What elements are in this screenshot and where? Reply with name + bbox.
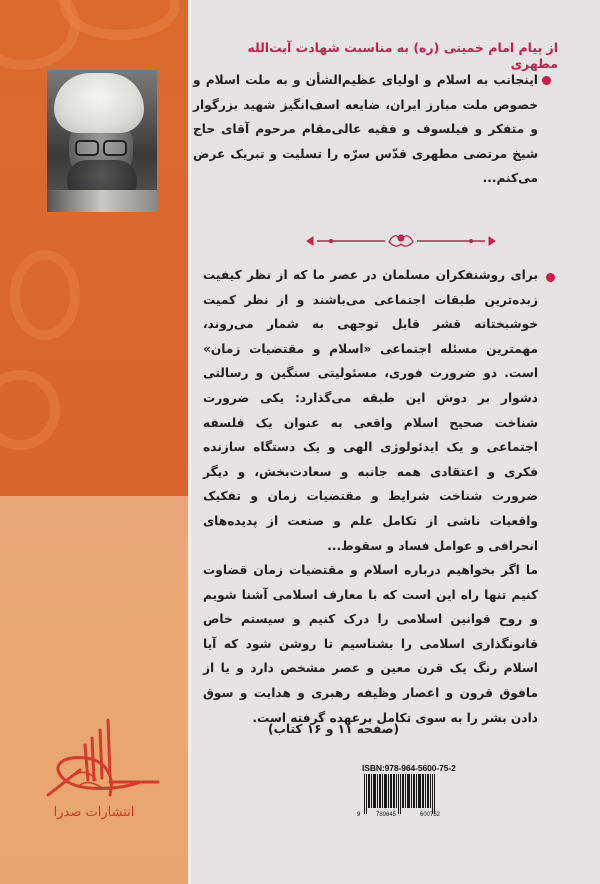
column-edge <box>188 0 191 884</box>
publisher-logo-icon <box>30 700 170 810</box>
decorative-motif <box>10 250 80 340</box>
ornament-divider-icon <box>305 232 497 250</box>
portrait-robe <box>47 190 157 212</box>
author-portrait <box>47 70 157 212</box>
bullet-icon <box>546 273 555 282</box>
excerpt-continuation-paragraph: ما اگر بخواهیم درباره اسلام و مقتضیات زمان قضاوت کنیم تنها راه این است که با معارف اسلامی آشنا شویم و روح قوانین اسلامی را درک کنیم و سیستم خاص قانونگذاری اسلامی را بشناسیم تا روشن شود که آیا اسلام رنگ یک قرن معین و عصر مشخص دارد و یا از مافوق قرون و اعصار وظیفه رهبری و هدایت و سوق دادن بشر را به سوی تکامل برعهده گرفته است. <box>203 563 538 725</box>
page-header: از پیام امام خمینی (ره) به مناسبت شهادت آیت‌الله مطهری <box>247 40 558 71</box>
barcode-icon <box>364 774 454 814</box>
barcode-digits-right: 600752 <box>420 812 441 818</box>
barcode-digit-prefix: 9 <box>357 812 361 818</box>
decorative-motif <box>0 370 60 450</box>
publisher-name: انتشارات صدرا <box>53 805 135 820</box>
page-citation: (صفحه ۱۱ و ۱۶ کتاب) <box>268 722 400 736</box>
bullet-icon <box>542 76 551 85</box>
portrait-glasses <box>103 140 127 156</box>
excerpt-paragraph: برای روشنفکران مسلمان در عصر ما که از نظر کیفیت زبده‌ترین طبقات اجتماعی می‌باشند و از نظر کمیت خوشبختانه قشر قابل توجهی به شمار می‌روند، مهمترین مسئله اجتماعی «اسلام و مقتضیات زمان» است. دو ضرورت فوری، مسئولیتی سنگین و رسالتی دشوار بر دوش این طبقه می‌گذارد: یکی ضرورت شناخت صحیح اسلام واقعی به عنوان یک فلسفه اجتماعی و یک ایدئولوژی الهی و یک دستگاه سازنده فکری و اعتقادی همه جانبه و سعادت‌بخش، و دیگر ضرورت شناخت شرایط و مقتضیات زمان و تفکیک واقعیات ناشی از تکامل علم و صنعت از پدیده‌های انحرافی و عوامل فساد و سقوط... <box>203 268 538 553</box>
orange-panel-light <box>0 496 188 884</box>
portrait-turban <box>54 73 144 133</box>
isbn-label: ISBN:978-964-5600-75-2 <box>362 763 456 773</box>
barcode-digits-left: 789645 <box>376 812 397 818</box>
khomeini-message-paragraph: اینجانب به اسلام و اولیای عظیم‌الشأن و به ملت اسلام و خصوص ملت مبارز ایران، ضایعه اسف‌انگیز شهید بزرگوار و متفکر و فیلسوف و فقیه عالی‌مقام مرحوم آقای حاج شیخ مرتضی مطهری قدّس سرّه را تسلیت و تبریک عرض می‌کنم... <box>193 73 538 186</box>
portrait-glasses <box>75 140 99 156</box>
